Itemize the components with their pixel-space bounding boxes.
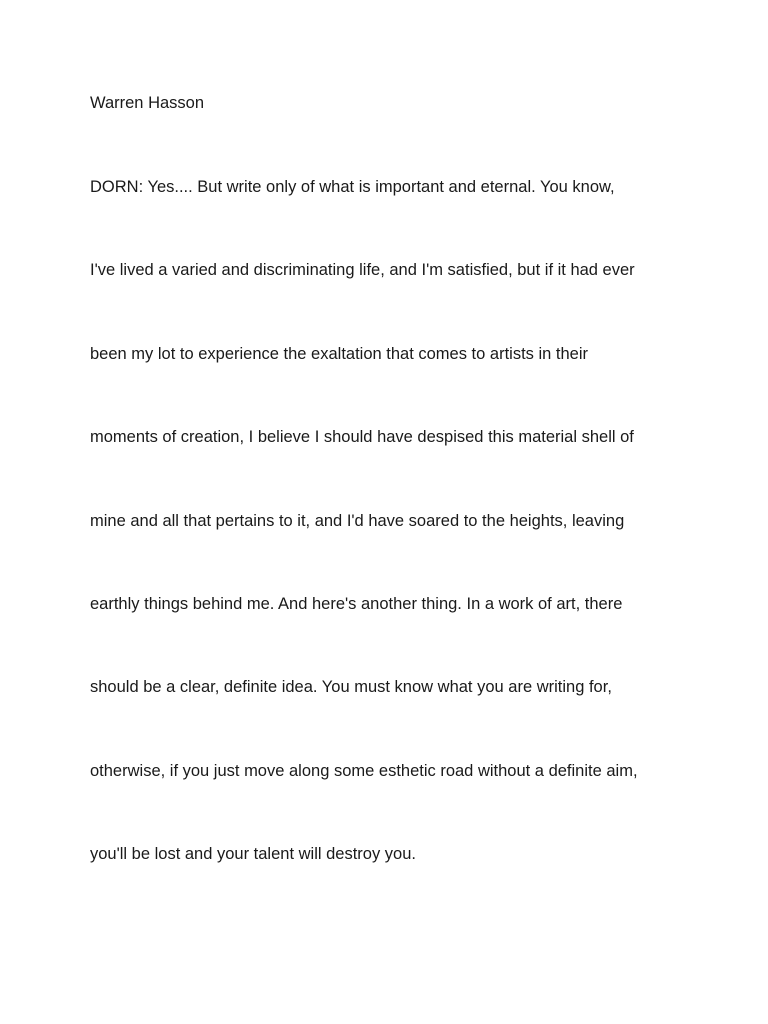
text-line: been my lot to experience the exaltation that comes to artists in their [90,344,589,363]
text-line: earthly things behind me. And here's another thing. In a work of art, there [90,594,623,613]
body-text [90,177,638,928]
text-line: should be a clear, definite idea. You must know what you are writing for, [90,678,612,697]
text-line: mine and all that pertains to it, and I'd have soared to the heights, leaving [90,511,625,530]
text-line: moments of creation, I believe I should have despised this material shell of [90,428,634,447]
text-line: I've lived a varied and discriminating life, and I'm satisfied, but if it had ever [90,261,635,280]
text-line: DORN: Yes.... But write only of what is important and eternal. You know, [90,178,615,196]
author-name: Warren Hasson [90,94,205,112]
text-line: otherwise, if you just move along some esthetic road without a definite aim, [90,761,638,780]
text-line: you'll be lost and your talent will destroy you. [90,845,416,864]
